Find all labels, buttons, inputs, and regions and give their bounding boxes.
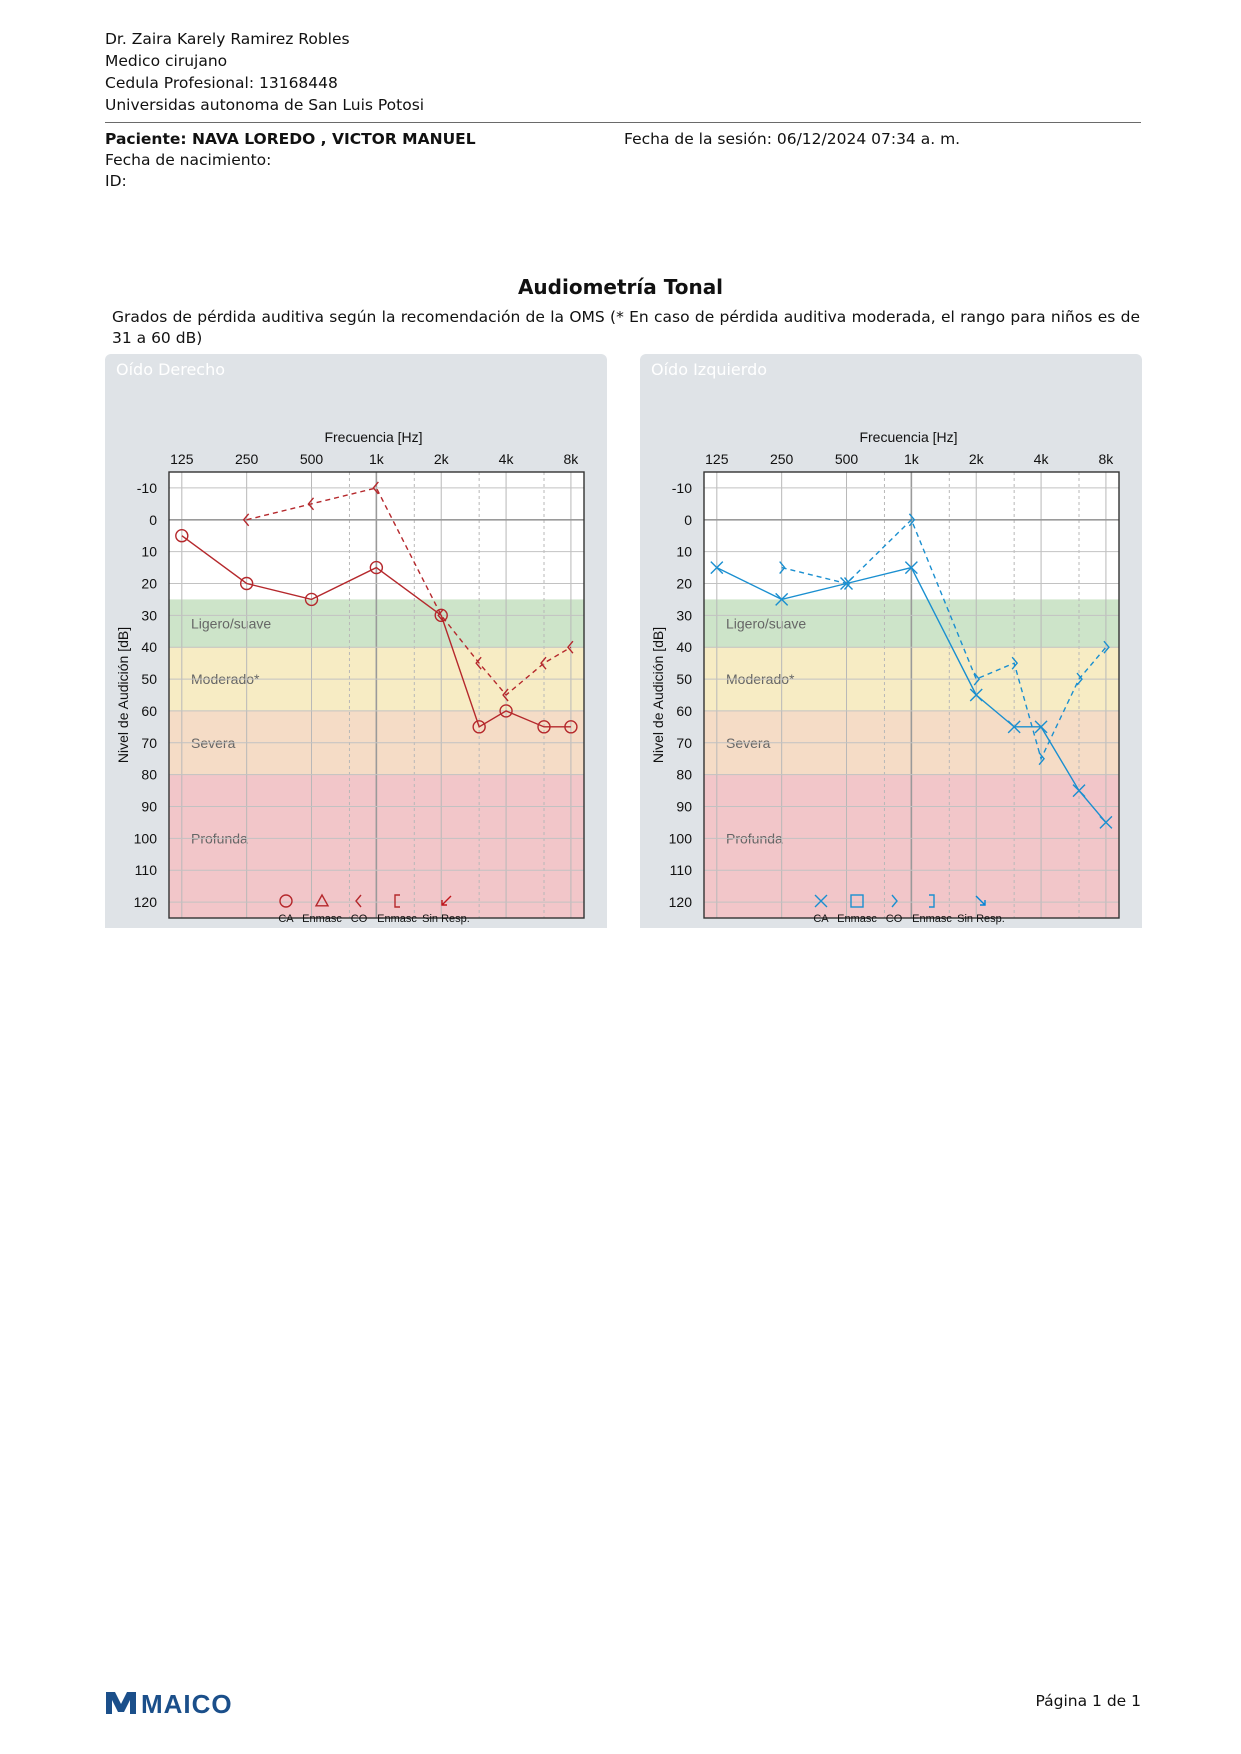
legend-label: Sin Resp. xyxy=(957,913,1005,925)
y-tick-label: -10 xyxy=(136,479,157,496)
page-number: Página 1 de 1 xyxy=(1035,1692,1141,1710)
y-tick-label: 100 xyxy=(668,830,692,847)
y-tick-label: 80 xyxy=(141,766,157,783)
legend-label: CA xyxy=(278,913,294,925)
legend-label: Enmasc xyxy=(912,913,952,925)
y-tick-label: 50 xyxy=(141,671,157,688)
y-tick-label: 90 xyxy=(676,798,692,815)
zone-label: Ligero/suave xyxy=(191,615,272,632)
left-ear-title: Oído Izquierdo xyxy=(651,360,768,379)
report-title: Audiometría Tonal xyxy=(517,275,724,299)
report-subtitle: Grados de pérdida auditiva según la recomendación de la OMS (* En caso de pérdida auditiva moderada, el rango para niños es de 31 a 60 dB) xyxy=(112,308,1140,347)
y-axis-title: Nivel de Audición [dB] xyxy=(115,626,131,764)
x-tick-label: 500 xyxy=(834,451,859,467)
y-tick-label: 10 xyxy=(676,543,692,560)
y-tick-label: -10 xyxy=(671,479,692,496)
x-tick-label: 500 xyxy=(299,451,324,467)
y-tick-label: 90 xyxy=(141,798,157,815)
x-tick-label: 4k xyxy=(498,451,514,467)
legend-label: CA xyxy=(813,913,829,925)
left-ear-audiogram xyxy=(640,385,1142,928)
y-tick-label: 70 xyxy=(676,734,692,751)
zone-label: Profunda xyxy=(726,830,783,847)
y-tick-label: 20 xyxy=(141,575,157,592)
patient-id: ID: xyxy=(105,172,127,190)
y-tick-label: 60 xyxy=(676,702,692,719)
y-tick-label: 40 xyxy=(141,639,157,656)
x-tick-label: 4k xyxy=(1033,451,1049,467)
legend-label: Enmasc xyxy=(302,913,342,925)
zone-label: Moderado* xyxy=(726,671,795,688)
x-tick-label: 1k xyxy=(903,451,919,467)
doctor-name: Dr. Zaira Karely Ramirez Robles xyxy=(105,30,350,48)
zone-label: Profunda xyxy=(191,830,248,847)
maico-logo xyxy=(104,1688,264,1722)
legend-label: Enmasc xyxy=(837,913,877,925)
y-axis-title: Nivel de Audición [dB] xyxy=(650,626,666,764)
x-tick-label: 250 xyxy=(234,451,259,467)
y-tick-label: 0 xyxy=(684,511,692,528)
zone-label: Ligero/suave xyxy=(726,615,807,632)
y-tick-label: 60 xyxy=(141,702,157,719)
patient-info xyxy=(105,129,476,192)
y-tick-label: 30 xyxy=(676,607,692,624)
x-axis-title: Frecuencia [Hz] xyxy=(859,429,958,445)
y-tick-label: 70 xyxy=(141,734,157,751)
x-tick-label: 8k xyxy=(563,451,579,467)
header-divider xyxy=(105,122,1141,123)
zone-label: Severa xyxy=(726,734,771,751)
x-tick-label: 2k xyxy=(433,451,449,467)
x-tick-label: 125 xyxy=(705,451,729,467)
right-ear-audiogram xyxy=(105,385,607,928)
patient-name: Paciente: NAVA LOREDO , VICTOR MANUEL xyxy=(105,130,476,148)
zone-label: Moderado* xyxy=(191,671,260,688)
y-tick-label: 50 xyxy=(676,671,692,688)
x-axis-title: Frecuencia [Hz] xyxy=(324,429,423,445)
y-tick-label: 20 xyxy=(676,575,692,592)
legend-label: CO xyxy=(885,913,903,925)
patient-birthdate: Fecha de nacimiento: xyxy=(105,151,272,169)
y-tick-label: 120 xyxy=(133,894,157,911)
legend-label: CO xyxy=(350,913,368,925)
left-ear-panel xyxy=(640,354,1142,928)
right-ear-panel xyxy=(105,354,607,928)
y-tick-label: 30 xyxy=(141,607,157,624)
session-date: Fecha de la sesión: 06/12/2024 07:34 a. m. xyxy=(624,130,961,148)
zone-label: Severa xyxy=(191,734,236,751)
doctor-info xyxy=(105,28,424,116)
legend-label: Sin Resp. xyxy=(422,913,470,925)
doctor-license: Cedula Profesional: 13168448 xyxy=(105,74,338,92)
doctor-university: Universidas autonoma de San Luis Potosi xyxy=(105,96,425,114)
y-tick-label: 110 xyxy=(669,862,692,879)
maico-logo-text: MAICO xyxy=(141,1689,233,1718)
x-tick-label: 250 xyxy=(769,451,794,467)
y-tick-label: 80 xyxy=(676,766,692,783)
doctor-title: Medico cirujano xyxy=(105,52,228,70)
legend-label: Enmasc xyxy=(377,913,417,925)
y-tick-label: 120 xyxy=(668,894,692,911)
y-tick-label: 0 xyxy=(149,511,157,528)
y-tick-label: 40 xyxy=(676,639,692,656)
y-tick-label: 100 xyxy=(133,830,157,847)
y-tick-label: 10 xyxy=(141,543,157,560)
x-tick-label: 125 xyxy=(170,451,194,467)
right-ear-title: Oído Derecho xyxy=(116,360,226,379)
x-tick-label: 2k xyxy=(968,451,984,467)
y-tick-label: 110 xyxy=(134,862,157,879)
x-tick-label: 8k xyxy=(1098,451,1114,467)
maico-logo-icon xyxy=(106,1692,136,1714)
x-tick-label: 1k xyxy=(368,451,384,467)
